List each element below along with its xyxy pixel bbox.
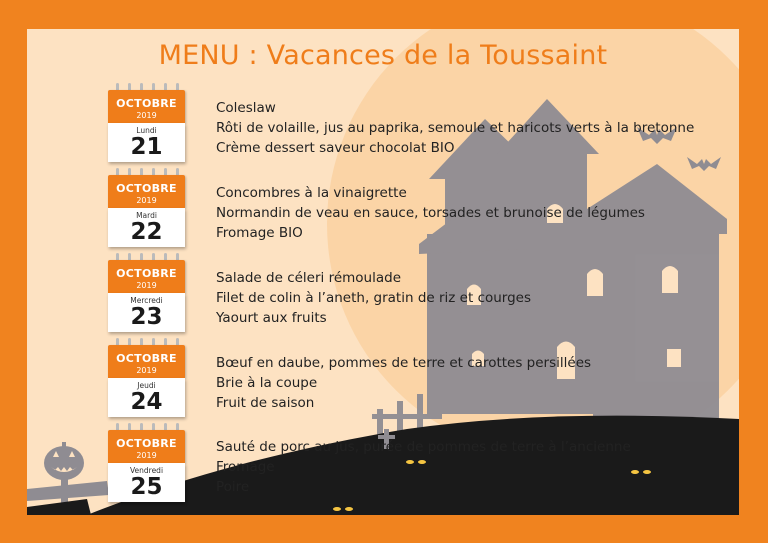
- menu-item-dessert: Fruit de saison: [216, 395, 315, 411]
- menu-tuesday: [216, 183, 716, 243]
- menu-item-starter: Concombres à la vinaigrette: [216, 185, 407, 201]
- calendar-day-number: 23: [130, 304, 163, 330]
- menu-item-main: Rôti de volaille, jus au paprika, semoule et haricots verts à la bretonne: [216, 120, 695, 136]
- scarecrow-rags: [27, 499, 91, 515]
- calendar-weekday: Jeudi: [137, 381, 156, 390]
- menu-item-main: Brie à la coupe: [216, 375, 318, 391]
- calendar-weekday: Mercredi: [130, 296, 163, 305]
- calendar-header: [108, 260, 185, 293]
- menu-item-dessert: Crème dessert saveur chocolat BIO: [216, 140, 455, 156]
- menu-wednesday: [216, 268, 716, 328]
- page-title: MENU : Vacances de la Toussaint: [158, 40, 608, 71]
- calendar-monday: [108, 87, 185, 162]
- calendar-friday: [108, 427, 185, 502]
- menu-item-starter: Bœuf en daube, pommes de terre et carottes persillées: [216, 355, 592, 371]
- calendar-month: OCTOBRE: [116, 352, 177, 365]
- calendar-body: [108, 123, 185, 162]
- menu-item-starter: Coleslaw: [216, 100, 276, 116]
- menu-item-main: Normandin de veau en sauce, torsades et brunoise de légumes: [216, 205, 645, 221]
- calendar-year: 2019: [136, 451, 157, 460]
- menu-item-dessert: Fromage BIO: [216, 225, 303, 241]
- calendar-thursday: [108, 342, 185, 417]
- calendar-month: OCTOBRE: [116, 437, 177, 450]
- menu-friday: [216, 437, 716, 497]
- jack-o-lantern-icon: [44, 442, 84, 480]
- calendar-header: [108, 90, 185, 123]
- menu-item-starter: Sauté de porc au jus, purée de pommes de terre à l’ancienne: [216, 439, 631, 455]
- calendar-body: [108, 293, 185, 332]
- menu-item-dessert: Yaourt aux fruits: [216, 310, 327, 326]
- calendar-weekday: Vendredi: [129, 466, 164, 475]
- menu-panel: [27, 29, 739, 515]
- calendar-body: [108, 463, 185, 502]
- menu-thursday: [216, 353, 716, 413]
- calendar-year: 2019: [136, 196, 157, 205]
- menu-item-starter: Salade de céleri rémoulade: [216, 270, 401, 286]
- calendar-header: [108, 430, 185, 463]
- calendar-year: 2019: [136, 111, 157, 120]
- calendar-month: OCTOBRE: [116, 267, 177, 280]
- calendar-weekday: Lundi: [136, 126, 157, 135]
- calendar-day-number: 25: [130, 474, 163, 500]
- calendar-tuesday: [108, 172, 185, 247]
- calendar-day-number: 22: [130, 219, 163, 245]
- calendar-day-number: 24: [130, 389, 163, 415]
- calendar-weekday: Mardi: [136, 211, 157, 220]
- calendar-day-number: 21: [130, 134, 163, 160]
- calendar-header: [108, 175, 185, 208]
- calendar-year: 2019: [136, 281, 157, 290]
- calendar-body: [108, 208, 185, 247]
- menu-monday: [216, 98, 716, 158]
- calendar-year: 2019: [136, 366, 157, 375]
- calendar-wednesday: [108, 257, 185, 332]
- calendar-month: OCTOBRE: [116, 182, 177, 195]
- menu-item-main: Filet de colin à l’aneth, gratin de riz et courges: [216, 290, 532, 306]
- menu-item-dessert: Poire: [216, 479, 250, 495]
- calendar-header: [108, 345, 185, 378]
- calendar-body: [108, 378, 185, 417]
- calendar-month: OCTOBRE: [116, 97, 177, 110]
- menu-item-main: Fromage: [216, 459, 275, 475]
